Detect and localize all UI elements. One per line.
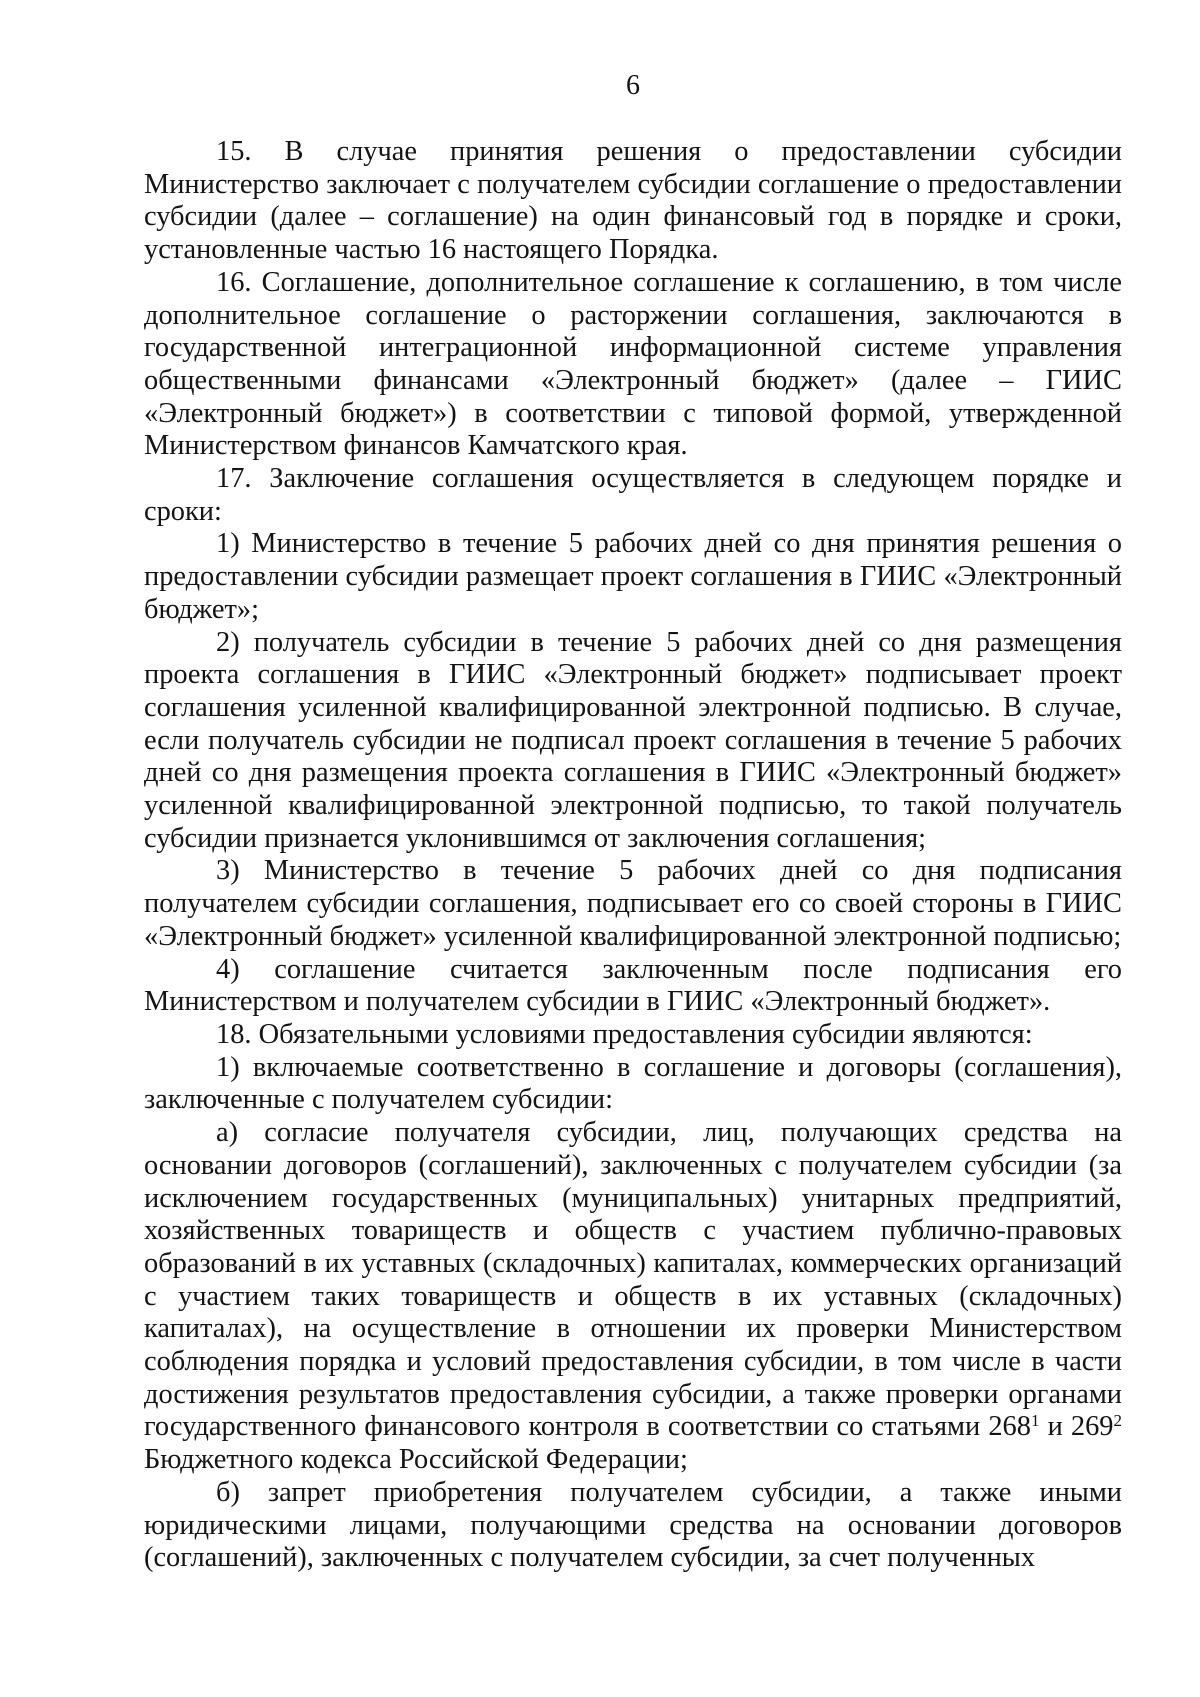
document-body bbox=[144, 136, 1122, 1575]
superscript-269: 2 bbox=[1113, 1411, 1123, 1431]
paragraph-18-item-1: 1) включаемые соответственно в соглашение и договоры (соглашения), заключенные с получателем субсидии: bbox=[144, 1051, 1122, 1116]
paragraph-18-item-1-a-text-2: и 269 bbox=[1039, 1411, 1114, 1443]
paragraph-17-item-3: 3) Министерство в течение 5 рабочих дней со дня подписания получателем субсидии соглашения, подписывает его со своей стороны в ГИИС «Электронный бюджет» усиленной квалифицированной электронной подписью; bbox=[144, 855, 1122, 952]
paragraph-18-item-1-a-text-3: Бюджетного кодекса Российской Федерации; bbox=[144, 1444, 688, 1476]
paragraph-16: 16. Соглашение, дополнительное соглашение к соглашению, в том числе дополнительное соглашение о расторжении соглашения, заключаются в государственной интеграционной информационной системе управления общественными финансами «Электронный бюджет» (далее – ГИИС «Электронный бюджет») в соответствии с типовой формой, утвержденной Министерством финансов Камчатского края. bbox=[144, 266, 1122, 462]
paragraph-17-item-2: 2) получатель субсидии в течение 5 рабочих дней со дня размещения проекта соглашения в ГИИС «Электронный бюджет» подписывает проект соглашения усиленной квалифицированной электронной подписью. В случае, если получатель субсидии не подписал проект соглашения в течение 5 рабочих дней со дня размещения проекта соглашения в ГИИС «Электронный бюджет» усиленной квалифицированной электронной подписью, то такой получатель субсидии признается уклонившимся от заключения соглашения; bbox=[144, 626, 1122, 854]
paragraph-18: 18. Обязательными условиями предоставления субсидии являются: bbox=[216, 1018, 1033, 1050]
page-number: 6 bbox=[626, 70, 640, 101]
paragraph-18-item-1-b: б) запрет приобретения получателем субсидии, а также иными юридическими лицами, получающими средства на основании договоров (соглашений), заключенных с получателем субсидии, за счет полученных bbox=[144, 1476, 1122, 1574]
paragraph-17: 17. Заключение соглашения осуществляется в следующем порядке и сроки: bbox=[144, 463, 1122, 527]
paragraph-18-item-1-a-text: а) согласие получателя субсидии, лиц, получающих средства на основании договоров (соглашений), заключенных с получателем субсидии (за исключением государственных (муниципальных) унитарных предприятий, хозяйственных товариществ и обществ с участием публично-правовых образований в их уставных (складочных) капиталах, коммерческих организаций с участием таких товариществ и обществ в их уставных (складочных) капиталах), на осуществление в отношении их проверки Министерством соблюдения порядка и условий предоставления субсидии, в том числе в части достижения результатов предоставления субсидии, а также проверки органами государственного финансового контроля в соответствии со статьями 268 bbox=[144, 1117, 1122, 1443]
paragraph-17-item-4: 4) соглашение считается заключенным после подписания его Министерством и получателем субсидии в ГИИС «Электронный бюджет». bbox=[144, 953, 1122, 1018]
paragraph-17-item-1: 1) Министерство в течение 5 рабочих дней со дня принятия решения о предоставлении субсидии размещает проект соглашения в ГИИС «Электронный бюджет»; bbox=[144, 528, 1122, 625]
paragraph-18-item-1-a bbox=[144, 1117, 1122, 1477]
paragraph-15: 15. В случае принятия решения о предоставлении субсидии Министерство заключает с получателем субсидии соглашение о предоставлении субсидии (далее – соглашение) на один финансовый год в порядке и сроки, установленные частью 16 настоящего Порядка. bbox=[144, 136, 1122, 266]
superscript-268: 1 bbox=[1030, 1411, 1040, 1431]
